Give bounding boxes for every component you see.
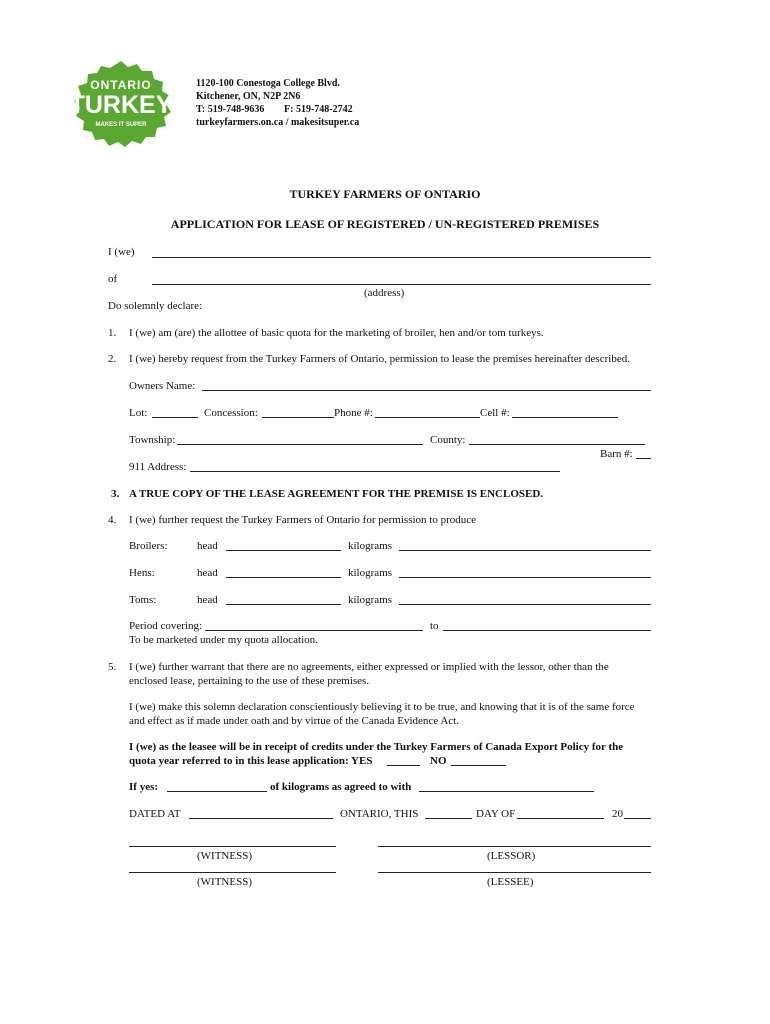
phone-label: Phone #: <box>334 407 373 419</box>
witness-2-signature-line[interactable] <box>129 872 336 873</box>
period-to-field[interactable] <box>443 630 651 631</box>
concession-field[interactable] <box>262 417 334 418</box>
period-from-field[interactable] <box>205 630 423 631</box>
broilers-kg-field[interactable] <box>399 550 651 551</box>
org-website: turkeyfarmers.on.ca / makesitsuper.ca <box>196 117 360 128</box>
of-label: of <box>108 273 118 285</box>
item-5-text-line-1: I (we) further warrant that there are no agreements, either expressed or implied with the lessor, other than the <box>129 661 609 673</box>
broilers-head-label: head <box>197 540 218 552</box>
item-2-text: I (we) hereby request from the Turkey Farmers of Ontario, permission to lease the premises hereinafter described. <box>129 353 630 365</box>
agreed-with-field[interactable] <box>419 791 594 792</box>
logo-main-text: TURKEY <box>69 91 173 119</box>
broilers-kg-label: kilograms <box>348 540 392 552</box>
toms-label: Toms: <box>129 594 157 606</box>
year-label: 20 <box>612 808 623 820</box>
phone-field[interactable] <box>375 417 480 418</box>
hens-head-field[interactable] <box>226 577 341 578</box>
org-fax: F: 519-748-2742 <box>284 104 353 115</box>
hens-kg-field[interactable] <box>399 577 651 578</box>
broilers-label: Broilers: <box>129 540 168 552</box>
if-yes-kg-field[interactable] <box>167 791 267 792</box>
lessor-caption: (LESSOR) <box>487 850 536 862</box>
org-title: TURKEY FARMERS OF ONTARIO <box>289 187 481 201</box>
item-4-number: 4. <box>108 514 117 526</box>
cell-field[interactable] <box>512 417 618 418</box>
concession-label: Concession: <box>204 407 258 419</box>
month-field[interactable] <box>517 818 604 819</box>
logo-tagline: MAKES IT SUPER <box>95 122 147 128</box>
day-field[interactable] <box>425 818 472 819</box>
address-line-2: Kitchener, ON, N2P 2N6 <box>196 91 301 102</box>
item-3-text: A TRUE COPY OF THE LEASE AGREEMENT FOR THE PREMISE IS ENCLOSED. <box>129 488 544 500</box>
declare-text: Do solemnly declare: <box>108 300 203 312</box>
hens-head-label: head <box>197 567 218 579</box>
address-911-label: 911 Address: <box>129 461 187 473</box>
year-field[interactable] <box>624 818 651 819</box>
toms-head-field[interactable] <box>226 604 341 605</box>
witness-1-signature-line[interactable] <box>129 846 336 847</box>
period-to-label: to <box>430 620 439 632</box>
lessee-caption: (LESSEE) <box>487 876 534 888</box>
township-label: Township: <box>129 434 176 446</box>
marketed-text: To be marketed under my quota allocation. <box>129 634 318 646</box>
no-label: NO <box>430 755 447 767</box>
org-address-block <box>196 77 359 129</box>
declaration-line-1: I (we) make this solemn declaration conscientiously believing it to be true, and knowing that it is of the same force <box>129 701 635 713</box>
dated-at-label: DATED AT <box>129 808 181 820</box>
county-label: County: <box>430 434 466 446</box>
toms-kg-field[interactable] <box>399 604 651 605</box>
i-we-label: I (we) <box>108 246 135 258</box>
form-title: APPLICATION FOR LEASE OF REGISTERED / UN-REGISTERED PREMISES <box>170 217 600 231</box>
toms-kg-label: kilograms <box>348 594 392 606</box>
item-2-number: 2. <box>108 353 117 365</box>
owners-name-field[interactable] <box>202 390 651 391</box>
phone-fax-line <box>196 103 359 116</box>
witness-2-caption: (WITNESS) <box>197 876 252 888</box>
address-line-1: 1120-100 Conestoga College Blvd. <box>196 78 340 89</box>
ontario-this-label: ONTARIO, THIS <box>340 808 419 820</box>
export-policy-line-1: I (we) as the leasee will be in receipt of credits under the Turkey Farmers of Canada Export Policy for the <box>129 741 624 753</box>
logo-top-text: ONTARIO <box>90 78 152 92</box>
witness-1-caption: (WITNESS) <box>197 850 252 862</box>
item-5-number: 5. <box>108 661 117 673</box>
dated-at-field[interactable] <box>189 818 333 819</box>
yes-field[interactable] <box>387 765 420 766</box>
county-field[interactable] <box>469 444 645 445</box>
address-caption: (address) <box>364 287 405 299</box>
barn-label: Barn #: <box>600 448 633 460</box>
name-field-line[interactable] <box>152 257 651 258</box>
export-policy-line-2: quota year referred to in this lease application: YES <box>129 755 373 767</box>
org-phone: T: 519-748-9636 <box>196 104 265 115</box>
lot-field[interactable] <box>152 417 198 418</box>
item-1-number: 1. <box>108 327 117 339</box>
address-field-line[interactable] <box>152 284 651 285</box>
cell-label: Cell #: <box>480 407 510 419</box>
item-5-text-line-2: enclosed lease, pertaining to the use of these premises. <box>129 675 370 687</box>
declaration-line-2: and effect as if made under oath and by virtue of the Canada Evidence Act. <box>129 715 459 727</box>
no-field[interactable] <box>451 765 506 766</box>
period-label: Period covering: <box>129 620 203 632</box>
kg-agreed-label: of kilograms as agreed to with <box>270 781 412 793</box>
lessee-signature-line[interactable] <box>378 872 651 873</box>
item-3-number: 3. <box>111 488 120 500</box>
barn-field[interactable] <box>636 458 651 459</box>
owners-name-label: Owners Name: <box>129 380 196 392</box>
hens-kg-label: kilograms <box>348 567 392 579</box>
hens-label: Hens: <box>129 567 155 579</box>
item-1-text: I (we) am (are) the allottee of basic quota for the marketing of broiler, hen and/or tom turkeys. <box>129 327 544 339</box>
lessor-signature-line[interactable] <box>378 846 651 847</box>
lot-label: Lot: <box>129 407 148 419</box>
address-911-field[interactable] <box>190 471 560 472</box>
toms-head-label: head <box>197 594 218 606</box>
if-yes-label: If yes: <box>129 781 159 793</box>
township-field[interactable] <box>177 444 423 445</box>
broilers-head-field[interactable] <box>226 550 341 551</box>
ontario-turkey-logo <box>62 58 180 150</box>
item-4-text: I (we) further request the Turkey Farmers of Ontario for permission to produce <box>129 514 477 526</box>
day-of-label: DAY OF <box>476 808 516 820</box>
